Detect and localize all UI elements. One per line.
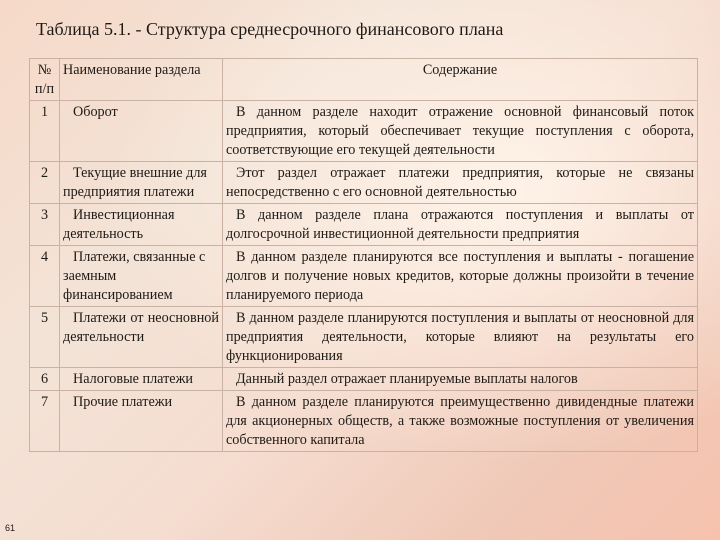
row-number: 6 bbox=[30, 368, 60, 391]
row-number: 5 bbox=[30, 307, 60, 368]
row-number: 2 bbox=[30, 162, 60, 204]
header-number: № п/п bbox=[30, 59, 60, 101]
page-title: Таблица 5.1. - Структура среднесрочного финансового плана bbox=[36, 19, 504, 39]
row-content: Этот раздел отражает платежи предприятия, которые не связаны непосредственно с его основной деятельностью bbox=[223, 162, 698, 204]
table-row bbox=[30, 162, 698, 204]
row-section-name: Налоговые платежи bbox=[60, 368, 223, 391]
row-section-name: Прочие платежи bbox=[60, 391, 223, 452]
row-section-name: Платежи от неосновной деятельности bbox=[60, 307, 223, 368]
row-number: 7 bbox=[30, 391, 60, 452]
page-number: 61 bbox=[5, 523, 16, 533]
row-content: Данный раздел отражает планируемые выплаты налогов bbox=[223, 368, 698, 391]
row-section-name: Оборот bbox=[60, 101, 223, 162]
header-section-name: Наименование раздела bbox=[60, 59, 223, 101]
row-content: В данном разделе плана отражаются поступления и выплаты от долгосрочной инвестиционной деятельности предприятия bbox=[223, 204, 698, 246]
row-number: 1 bbox=[30, 101, 60, 162]
table-row bbox=[30, 368, 698, 391]
header-content: Содержание bbox=[223, 59, 698, 101]
row-number: 3 bbox=[30, 204, 60, 246]
table-row bbox=[30, 101, 698, 162]
table-row bbox=[30, 246, 698, 307]
row-content: В данном разделе планируются преимущественно дивидендные платежи для акционерных обществ, а также возможные поступления от увеличения собственного капитала bbox=[223, 391, 698, 452]
row-content: В данном разделе планируются все поступления и выплаты - погашение долгов и получение новых кредитов, которые должны произойти в течение планируемого периода bbox=[223, 246, 698, 307]
table-row bbox=[30, 391, 698, 452]
row-section-name: Текущие внешние для предприятия платежи bbox=[60, 162, 223, 204]
row-section-name: Платежи, связанные с заемным финансированием bbox=[60, 246, 223, 307]
row-content: В данном разделе находит отражение основной финансовый поток предприятия, который обеспечивает текущие поступления с оборота, соответствующие его текущей деятельности bbox=[223, 101, 698, 162]
row-number: 4 bbox=[30, 246, 60, 307]
row-content: В данном разделе планируются поступления и выплаты от неосновной для предприятия деятельности, которые влияют на результаты его функционирования bbox=[223, 307, 698, 368]
table-header-row bbox=[30, 59, 698, 101]
table-row bbox=[30, 204, 698, 246]
financial-plan-table bbox=[29, 58, 698, 452]
row-section-name: Инвестиционная деятельность bbox=[60, 204, 223, 246]
table-row bbox=[30, 307, 698, 368]
